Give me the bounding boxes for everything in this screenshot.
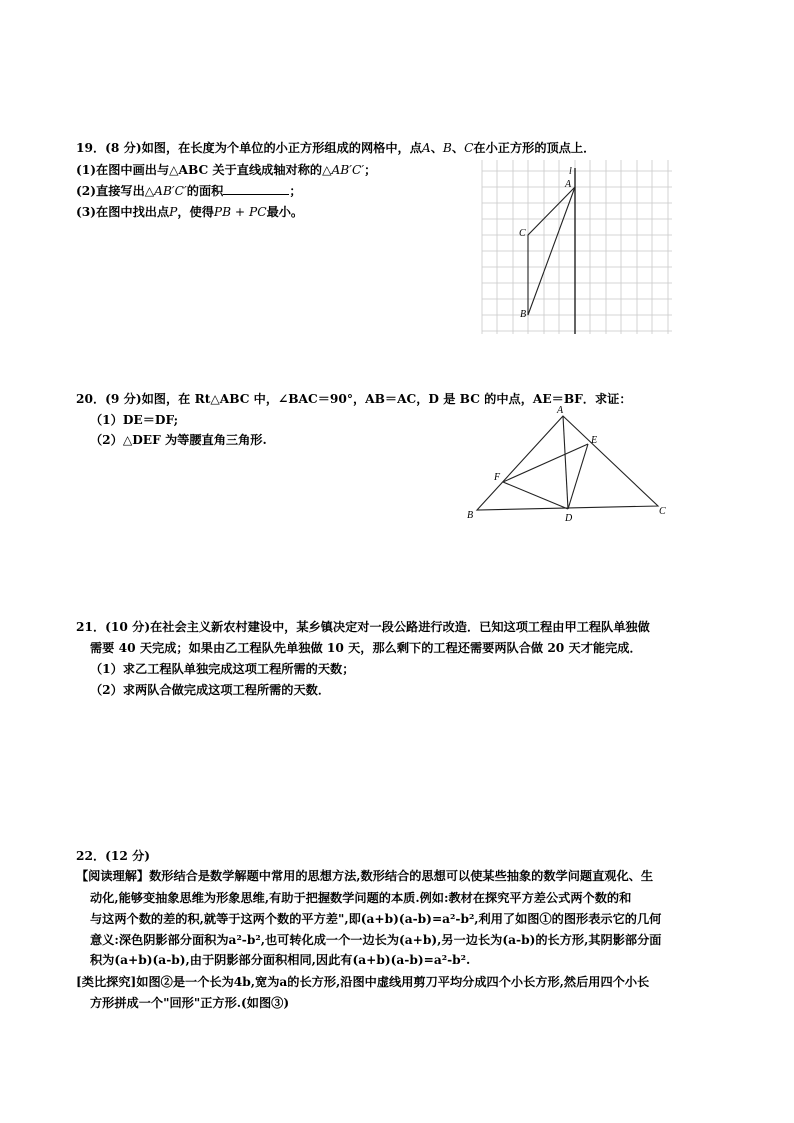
q20-subquestion-1: （1）DE＝DF; [90, 413, 179, 427]
q19-subquestion-2: (2)直接写出△AB′C′的面积 ； [76, 184, 302, 198]
segment-ad [563, 416, 568, 509]
label-b: B [467, 510, 474, 521]
point-b-symbol: B [442, 141, 452, 155]
q20-triangle-figure [460, 400, 680, 530]
q19-grid-figure [470, 160, 680, 340]
label-a: A [565, 179, 572, 190]
segment-de [568, 444, 588, 509]
q22-heading: 22．(12 分) [76, 849, 151, 863]
q22-reading-line-1: 【阅读理解】数形结合是数学解题中常用的思想方法,数形结合的思想可以使某些抽象的数学问题直观化、生 [76, 869, 654, 883]
label-e: E [591, 435, 598, 446]
q22-reading-line-2: 动化,能够变抽象思维为形象思维,有助于把握数学问题的本质.例如:教材在探究平方差公式两个数的和 [90, 891, 632, 905]
q20-heading: 20．(9 分)如图，在 Rt△ABC 中，∠BAC＝90°，AB＝AC，D 是 BC 的中点，AE＝BF．求证： [76, 392, 632, 406]
segment-df [503, 482, 568, 509]
q22-analogy-line-1: [类比探究]如图②是一个长为4b,宽为a的长方形,沿图中虚线用剪刀平均分成四个小长方形,然后用四个小长 [76, 975, 650, 989]
q21-heading: 21．(10 分)在社会主义新农村建设中，某乡镇决定对一段公路进行改造．已知这项工程由甲工程队单独做 [76, 620, 650, 634]
q19-subquestion-3: (3)在图中找出点P，使得PB + PC最小。 [76, 205, 304, 219]
label-l: l [569, 166, 572, 177]
label-c: C [519, 228, 526, 239]
point-c-symbol: C [464, 141, 474, 155]
q21-subquestion-2: （2）求两队合做完成这项工程所需的天数． [90, 683, 331, 697]
q21-subquestion-1: （1）求乙工程队单独完成这项工程所需的天数； [90, 662, 355, 676]
grid-lines [482, 160, 672, 334]
q19-heading: 19．(8 分)如图，在长度为个单位的小正方形组成的网格中，点A、B、C在小正方形的顶点上． [76, 141, 596, 155]
q22-reading-line-5: 积为(a+b)(a-b),由于阴影部分面积相同,因此有(a+b)(a-b)=a²-b². [90, 953, 471, 967]
q22-analogy-line-2: 方形拼成一个"回形"正方形.(如图③) [90, 996, 290, 1010]
label-b: B [520, 309, 527, 320]
label-a: A [557, 405, 564, 416]
label-f: F [494, 472, 501, 483]
answer-blank[interactable] [223, 183, 289, 195]
q22-reading-line-3: 与这两个数的差的积,就等于这两个数的平方差",即(a+b)(a-b)=a²-b²,利用了如图①的图形表示它的几何 [90, 912, 662, 926]
q19-subquestion-1: (1)在图中画出与△ABC 关于直线成轴对称的△AB′C′； [76, 163, 377, 177]
label-c: C [659, 506, 666, 517]
q22-reading-line-4: 意义:深色阴影部分面积为a²-b²,也可转化成一个一边长为(a+b),另一边长为(a-b)的长方形,其阴影部分面 [90, 933, 662, 947]
label-d: D [565, 513, 573, 524]
point-a-symbol: A [421, 141, 431, 155]
q20-subquestion-2: （2）△DEF 为等腰直角三角形. [90, 433, 267, 447]
segment-ef [503, 444, 588, 482]
q21-line-2: 需要 40 天完成；如果由乙工程队先单独做 10 天，那么剩下的工程还需要两队合做 20 天才能完成． [90, 641, 642, 655]
